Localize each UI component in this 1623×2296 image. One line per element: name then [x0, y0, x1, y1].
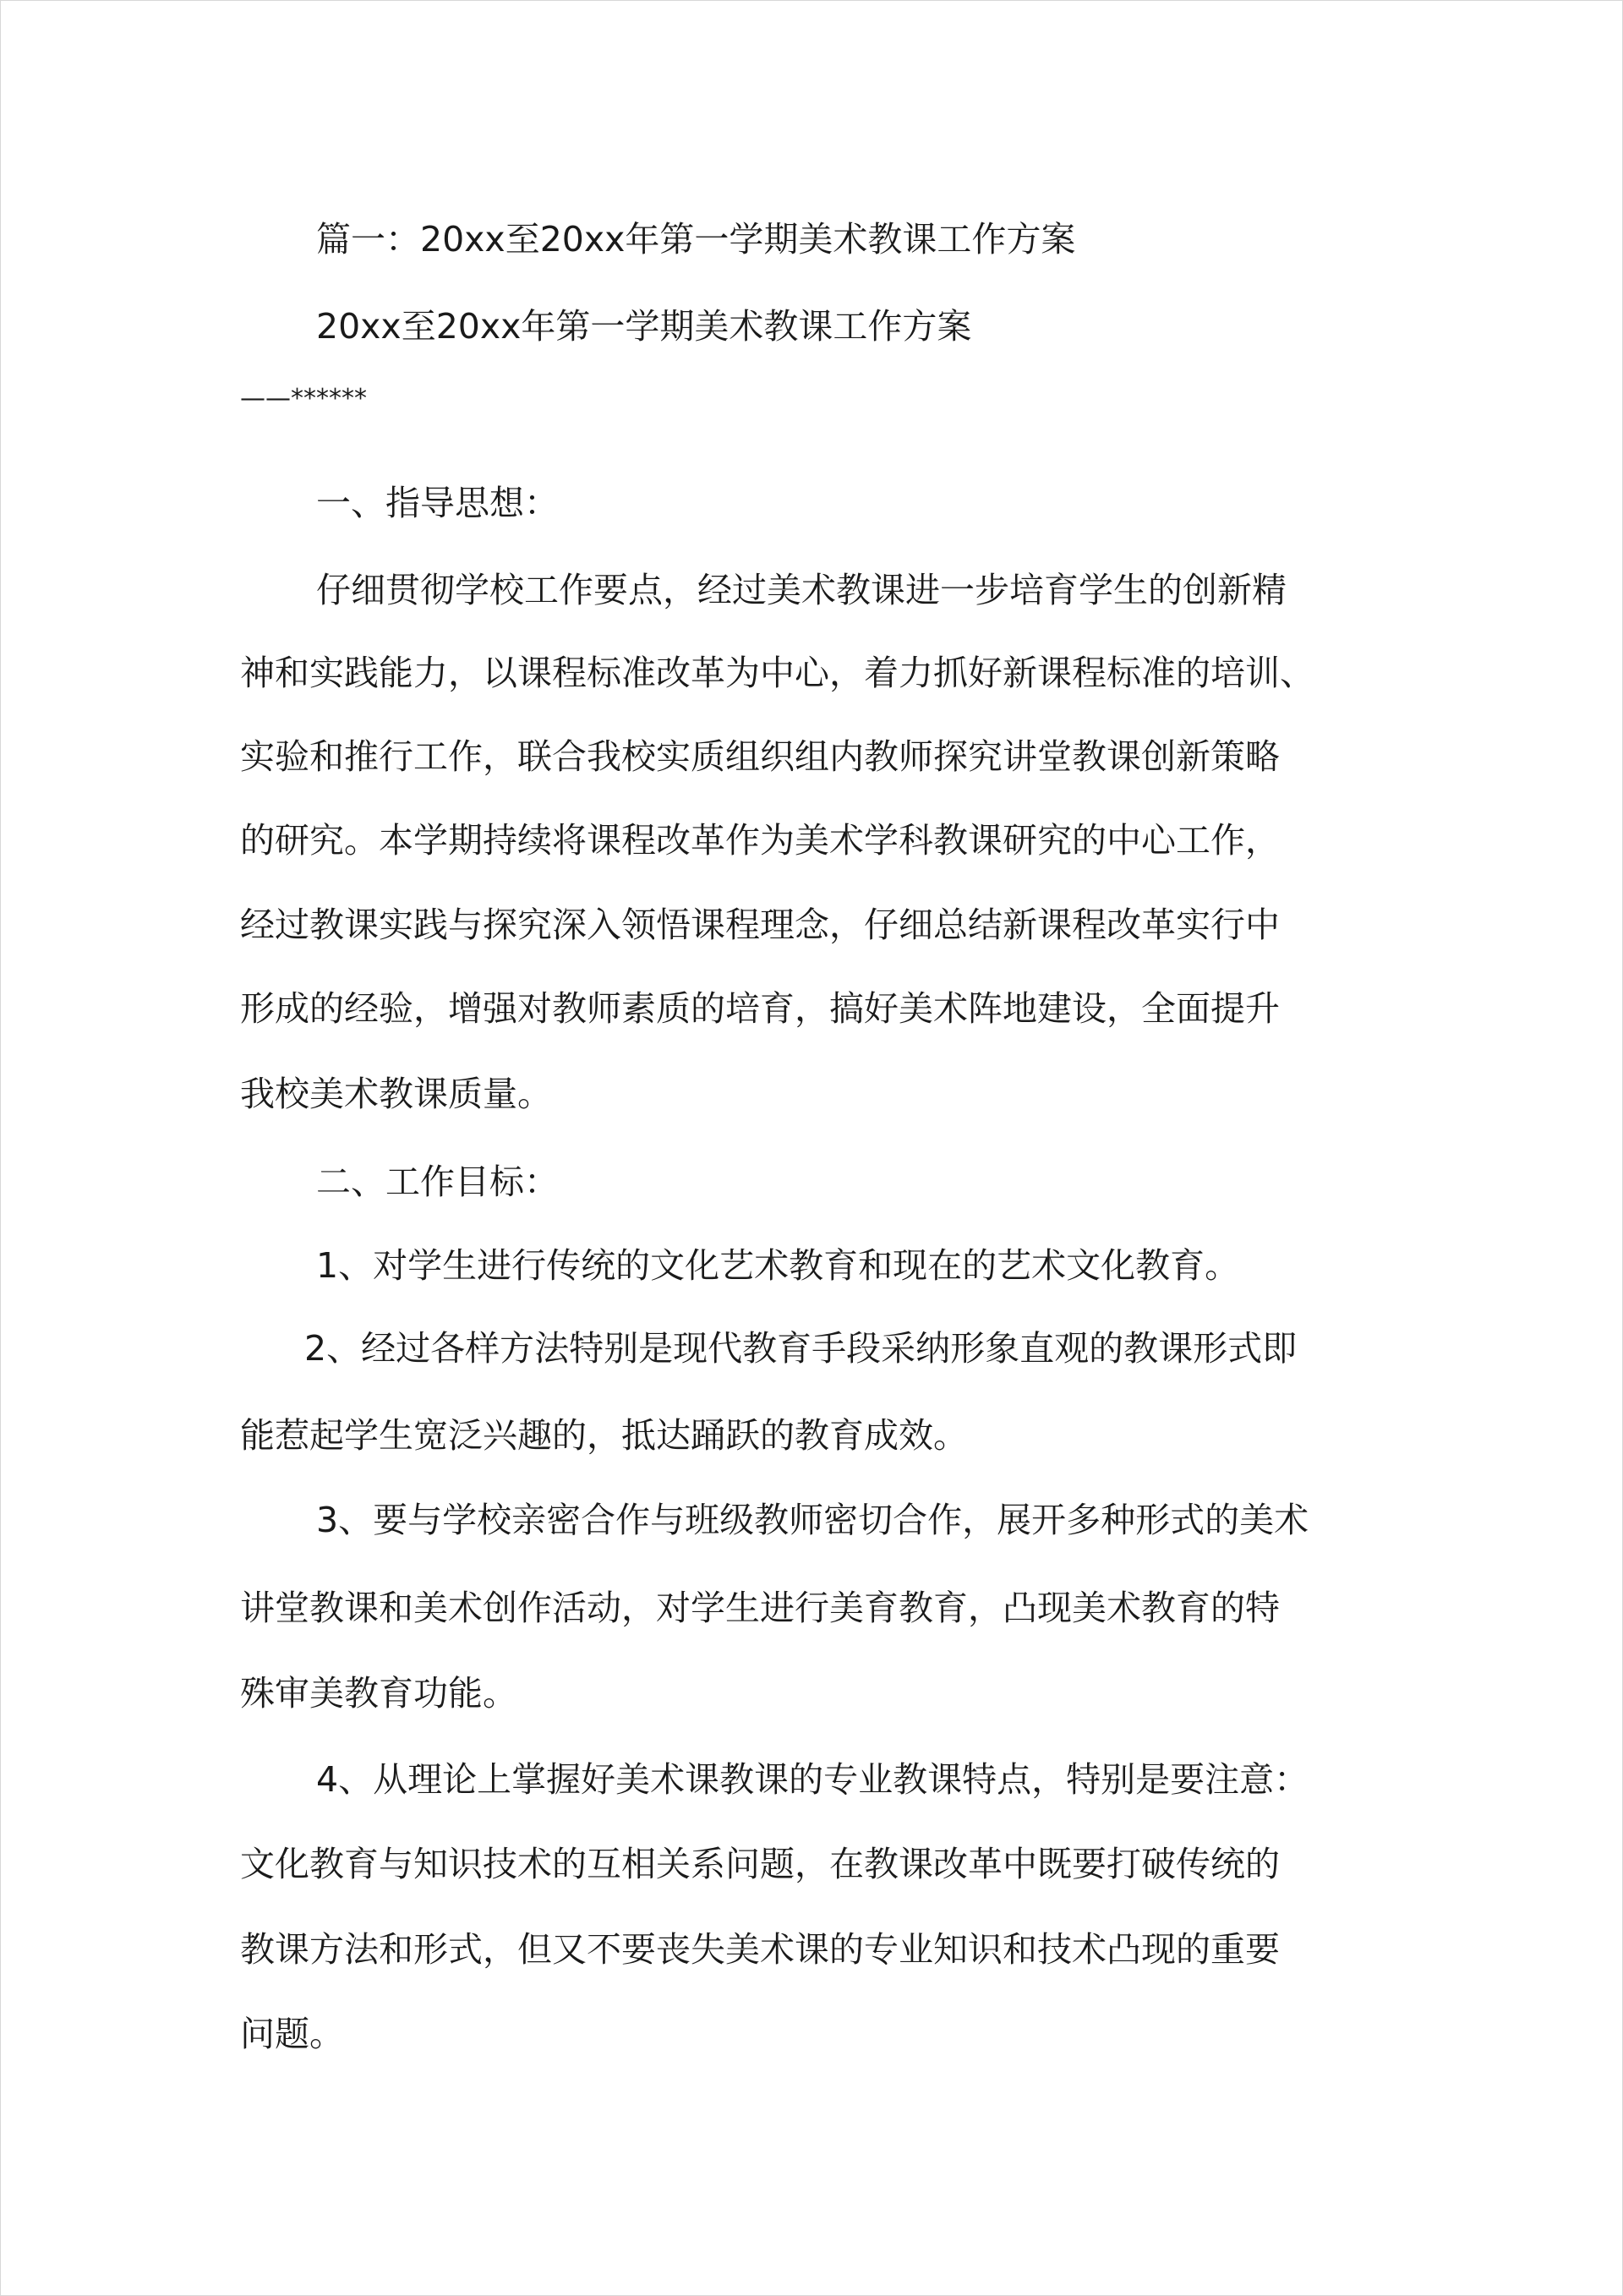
- paragraph-line: 我校美术教课质量。: [240, 1074, 552, 1114]
- list-item-line: 讲堂教课和美术创作活动，对学生进行美育教育，凸现美术教育的特: [240, 1588, 1280, 1628]
- paragraph-line: 的研究。本学期持续将课程改革作为美术学科教课研究的中心工作，: [240, 820, 1280, 861]
- paragraph-line: 实验和推行工作，联合我校实质组织组内教师探究讲堂教课创新策略: [240, 736, 1280, 777]
- list-item-line: 4、从理论上掌握好美术课教课的专业教课特点，特别是要注意：: [316, 1759, 1309, 1800]
- list-item-line: 2、经过各样方法特别是现代教育手段采纳形象直观的教课形式即: [304, 1328, 1298, 1369]
- list-item-line: 能惹起学生宽泛兴趣的，抵达踊跃的教育成效。: [240, 1415, 968, 1456]
- list-item-line: 问题。: [240, 2014, 344, 2054]
- list-item-line: 3、要与学校亲密合作与班级教师密切合作，展开多种形式的美术: [316, 1500, 1309, 1540]
- document-subtitle: 20xx至20xx年第一学期美术教课工作方案: [316, 306, 972, 347]
- section-heading: 一、指导思想：: [316, 483, 559, 523]
- list-item-line: 1、对学生进行传统的文化艺术教育和现在的艺术文化教育。: [316, 1245, 1240, 1286]
- list-item-line: 教课方法和形式，但又不要丧失美术课的专业知识和技术凸现的重要: [240, 1929, 1280, 1970]
- section-heading: 二、工作目标：: [316, 1162, 559, 1202]
- paragraph-line: 神和实践能力，以课程标准改革为中心，着力抓好新课程标准的培训、: [240, 653, 1314, 693]
- list-item-line: 殊审美教育功能。: [240, 1673, 517, 1714]
- author-line: ——******: [240, 384, 367, 413]
- list-item-line: 文化教育与知识技术的互相关系问题，在教课改革中既要打破传统的: [240, 1844, 1280, 1884]
- paragraph-line: 经过教课实践与探究深入领悟课程理念，仔细总结新课程改革实行中: [240, 905, 1280, 945]
- paragraph-line: 仔细贯彻学校工作要点，经过美术教课进一步培育学生的创新精: [316, 570, 1287, 610]
- document-title: 篇一：20xx至20xx年第一学期美术教课工作方案: [316, 219, 1076, 260]
- paragraph-line: 形成的经验，增强对教师素质的培育，搞好美术阵地建设，全面提升: [240, 988, 1280, 1029]
